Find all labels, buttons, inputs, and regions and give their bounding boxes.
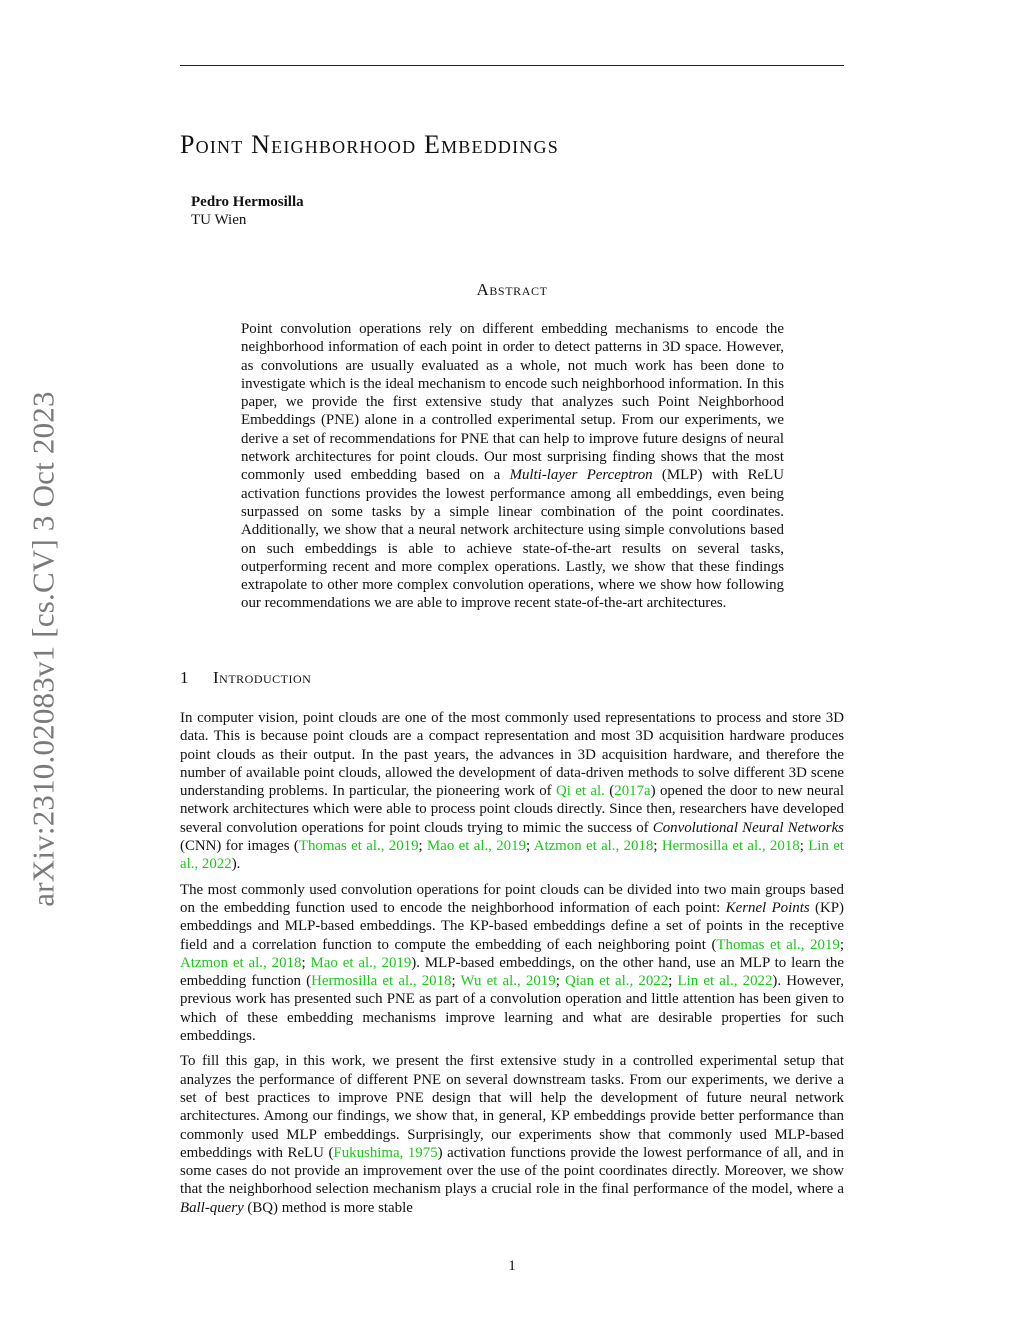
header-rule <box>180 65 844 66</box>
body-text: ; <box>653 838 662 855</box>
citation-link[interactable]: Atzmon et al., 2018 <box>180 954 302 971</box>
body-text: ) opened the door to new neural network architectures which were able to process point clouds directly. Since then, researchers have developed several convolution operations for point clouds trying to mimic the success of <box>180 783 844 836</box>
body-text: (KP) embeddings and MLP-based embeddings. The KP-based embeddings define a set of points in the receptive field and a correlation function to compute the embedding of each neighboring point ( <box>180 899 844 953</box>
body-text: ; <box>799 838 809 855</box>
citation-link[interactable]: Atzmon et al., 2018 <box>533 838 654 855</box>
citation-link[interactable]: Mao et al., 2019 <box>310 954 412 971</box>
abstract-text: (MLP) with ReLU activation functions provides the lowest performance among all embeddings, even being surpassed on some tasks by a simple linear combination of the point coordinates. Additionally, we show that a neural network architecture using simple convolutions based on such embeddings is able to achieve state-of-the-art results on several tasks, outperforming recent and more complex operations. Lastly, we show that these findings extrapolate to other more complex convolution operations, where we show how following our recommendations we are able to improve recent state-of-the-art architectures. <box>241 467 784 612</box>
citation-link[interactable]: Thomas et al., 2019 <box>716 936 840 953</box>
citation-link[interactable]: Hermosilla et al., 2018 <box>661 838 800 855</box>
paragraph-1 <box>180 709 844 874</box>
body-text: ; <box>418 838 428 855</box>
arxiv-stamp-container <box>14 368 74 930</box>
paper-title: Point Neighborhood Embeddings <box>180 130 559 159</box>
citation-link[interactable]: Lin et al., 2022 <box>677 973 773 990</box>
body-text: ; <box>839 936 844 953</box>
body-text: ) activation functions provide the lowest performance of all, and in some cases do not provide an improvement over the use of the point coordinates directly. Moreover, we show that the neighborhood selection mechanism plays a crucial role in the final performance of the model, where a <box>180 1144 844 1198</box>
body-text: ; <box>301 954 311 971</box>
body-text: ; <box>451 973 461 990</box>
body-text: ). However, previous work has presented such PNE as part of a convolution operation and little attention has been given to which of these embedding mechanisms improve learning and what are desirable properties for such embeddings. <box>180 973 844 1045</box>
abstract-emphasis: Multi-layer Perceptron <box>509 467 653 484</box>
section-title: Introduction <box>213 668 312 687</box>
citation-link[interactable]: Mao et al., 2019 <box>427 838 527 855</box>
citation-link[interactable]: Thomas et al., 2019 <box>298 838 419 855</box>
section-number: 1 <box>180 668 189 687</box>
citation-link[interactable]: Fukushima, 1975 <box>333 1144 438 1161</box>
body-text: (BQ) method is more stable <box>243 1199 413 1216</box>
section-heading <box>180 668 311 688</box>
paragraph-2 <box>180 881 844 1046</box>
body-emphasis: Ball-query <box>180 1199 244 1216</box>
body-text: ( <box>604 783 615 800</box>
page-number: 1 <box>508 1258 516 1274</box>
citation-link[interactable]: Qi et al. <box>556 783 605 800</box>
body-text: ; <box>526 838 534 855</box>
body-text: ). <box>231 856 241 873</box>
body-text: In computer vision, point clouds are one of the most commonly used representations to process and store 3D data. This is because point clouds are a compact representation and most 3D acquisition hardware produces point clouds as their output. In the past years, the advances in 3D acquisition hardware, and therefore the number of available point clouds, allowed the development of data-driven methods to solve different 3D scene understanding problems. In particular, the pioneering work of <box>180 710 844 800</box>
citation-link[interactable]: Wu et al., 2019 <box>460 973 556 990</box>
section-body <box>180 709 844 1224</box>
paragraph-3 <box>180 1052 844 1217</box>
citation-link[interactable]: Lin et al., 2022 <box>180 838 844 873</box>
citation-link[interactable]: 2017a <box>614 783 651 800</box>
author-name: Pedro Hermosilla <box>191 194 304 210</box>
body-text: ; <box>555 973 565 990</box>
abstract-body <box>241 320 784 613</box>
citation-link[interactable]: Qian et al., 2022 <box>565 973 669 990</box>
author-affiliation: TU Wien <box>191 212 247 228</box>
abstract-text: Point convolution operations rely on different embedding mechanisms to encode the neighborhood information of each point in order to detect patterns in 3D space. However, as convolutions are usually evaluated as a whole, not much work has been done to investigate which is the ideal mechanism to encode such neighborhood information. In this paper, we provide the first extensive study that analyzes such Point Neighborhood Embeddings (PNE) alone in a controlled experimental setup. From our experiments, we derive a set of recommendations for PNE that can help to improve future designs of neural network architectures for point clouds. Our most surprising finding shows that the most commonly used embedding based on a <box>241 321 784 484</box>
body-emphasis: Kernel Points <box>725 899 810 916</box>
arxiv-stamp: arXiv:2310.02083v1 [cs.CV] 3 Oct 2023 <box>26 391 62 907</box>
citation-link[interactable]: Hermosilla et al., 2018 <box>311 973 452 990</box>
body-text: The most commonly used convolution operations for point clouds can be divided into two main groups based on the embedding function used to encode the neighborhood information of each point: <box>180 881 844 916</box>
body-text: To fill this gap, in this work, we present the first extensive study in a controlled experimental setup that analyzes the performance of different PNE on several downstream tasks. From our experiments, we derive a set of best practices to improve PNE design that will help the development of future neural network architectures. Among our findings, we show that, in general, KP embeddings provide better performance than commonly used MLP embeddings. Surprisingly, our experiments show that commonly used MLP-based embeddings with ReLU ( <box>180 1053 844 1161</box>
body-text: ). MLP-based embeddings, on the other hand, use an MLP to learn the embedding function ( <box>180 954 844 990</box>
body-emphasis: Convolutional Neural Networks <box>652 819 844 836</box>
body-text: (CNN) for images ( <box>180 838 299 855</box>
body-text: ; <box>668 973 678 990</box>
abstract-heading: Abstract <box>476 280 548 299</box>
